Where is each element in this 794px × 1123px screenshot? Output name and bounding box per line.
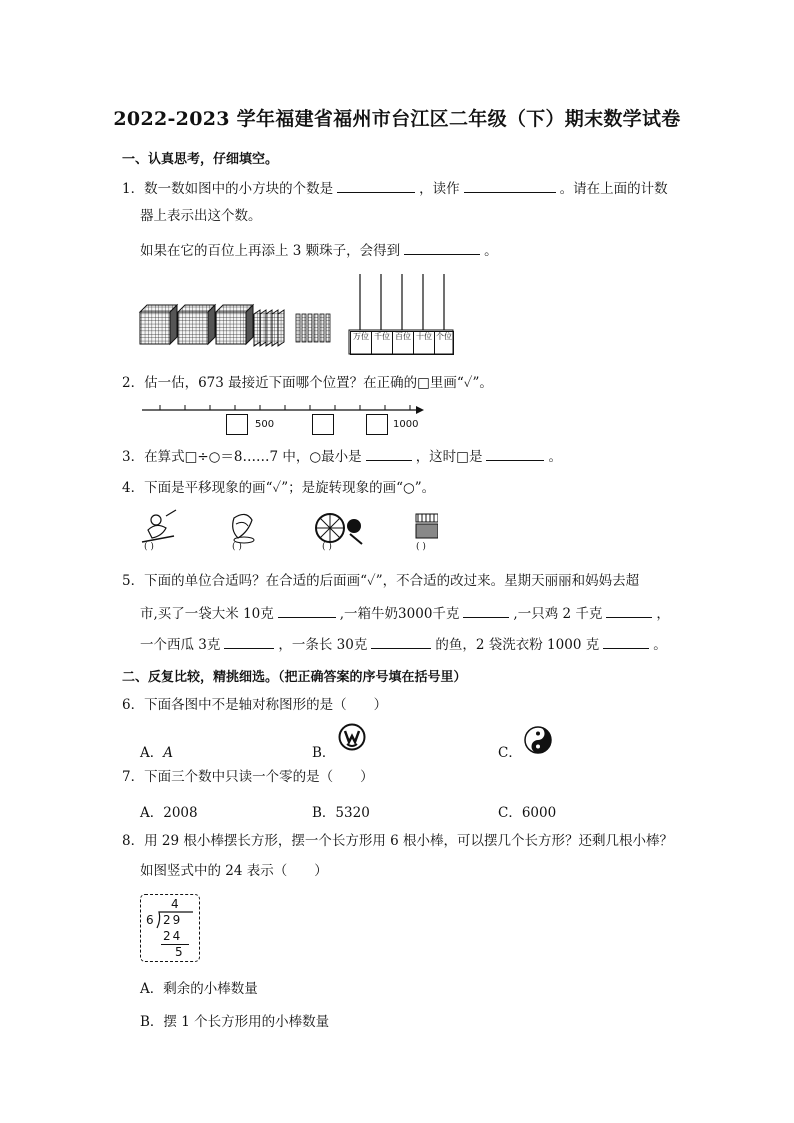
q5-chicken: ,一只鸡 2 千克 bbox=[513, 606, 603, 622]
q1-read-blank[interactable] bbox=[464, 178, 556, 193]
section-1-heading: 一、认真思考，仔细填空。 bbox=[122, 152, 279, 167]
label-1000: 1000 bbox=[393, 419, 419, 430]
q5-fish: ，一条长 30克 bbox=[278, 637, 368, 653]
q4-answer-4[interactable]: ( ) bbox=[416, 542, 426, 552]
thousand-cube-1 bbox=[140, 305, 177, 344]
answer-box-3[interactable] bbox=[366, 414, 388, 435]
div-product: 24 bbox=[163, 929, 183, 943]
emblem-icon bbox=[337, 722, 367, 752]
div-remainder: 5 bbox=[175, 945, 183, 959]
div-quotient: 4 bbox=[171, 897, 179, 911]
counter-label-qian: 千位 bbox=[371, 331, 393, 355]
q6-option-b-label: B． bbox=[312, 745, 336, 761]
div-divisor: 6 bbox=[146, 913, 154, 927]
q5-detergent-blank[interactable] bbox=[603, 634, 649, 649]
long-division-figure bbox=[140, 894, 200, 962]
q5-chicken-blank[interactable] bbox=[606, 603, 652, 618]
q1-text-b: ，读作 bbox=[419, 181, 460, 197]
label-500: 500 bbox=[255, 419, 275, 430]
q4-answer-1[interactable]: ( ) bbox=[144, 542, 154, 552]
question-5-line-3 bbox=[140, 634, 667, 654]
q7-option-c[interactable]: C．6000 bbox=[498, 805, 557, 821]
q6-option-a-label: A． bbox=[140, 745, 164, 761]
page-title: 2022-2023 学年福建省福州市台江区二年级（下）期末数学试卷 bbox=[113, 108, 681, 130]
q1-text-f: 。 bbox=[484, 243, 498, 259]
q1-text-a: 1．数一数如图中的小方块的个数是 bbox=[122, 181, 334, 197]
q5-watermelon-blank[interactable] bbox=[224, 634, 274, 649]
counter-label-bai: 百位 bbox=[392, 331, 414, 355]
q7-option-a[interactable]: A．2008 bbox=[140, 805, 198, 821]
q5-period: 。 bbox=[653, 637, 667, 653]
question-1-line-1 bbox=[122, 178, 668, 198]
q7-option-b[interactable]: B．5320 bbox=[312, 805, 370, 821]
q5-milk: ,一箱牛奶3000千克 bbox=[339, 606, 460, 622]
ten-rods bbox=[296, 314, 330, 342]
question-1-line-2: 器上表示出这个数。 bbox=[140, 208, 262, 224]
question-4-text: 4．下面是平移现象的画“✓”；是旋转现象的画“○”。 bbox=[122, 480, 436, 496]
q1-text-e: 如果在它的百位上再添上 3 颗珠子，会得到 bbox=[140, 243, 401, 259]
q6-option-b[interactable] bbox=[312, 741, 335, 761]
q1-text-c: 。请在上面的计数 bbox=[559, 181, 668, 197]
cube-blocks-figure bbox=[138, 300, 338, 350]
counter-label-wan: 万位 bbox=[350, 331, 372, 355]
q8-option-b[interactable]: B．摆 1 个长方形用的小棒数量 bbox=[140, 1014, 330, 1030]
q3-text-c: 。 bbox=[548, 449, 562, 465]
counter-label-shi: 十位 bbox=[413, 331, 435, 355]
hundred-flats bbox=[254, 310, 284, 346]
q5-fish-blank[interactable] bbox=[371, 634, 431, 649]
q3-divisor-blank[interactable] bbox=[366, 446, 412, 461]
section-2-heading: 二、反复比较，精挑细选。（把正确答案的序号填在括号里） bbox=[122, 670, 467, 685]
q6-option-c[interactable] bbox=[498, 741, 522, 761]
div-dividend: 29 bbox=[163, 913, 183, 927]
q5-detergent: 的鱼，2 袋洗衣粉 1000 克 bbox=[435, 637, 600, 653]
question-3 bbox=[122, 446, 562, 466]
abacus-counter[interactable] bbox=[345, 272, 455, 356]
question-8-line-2: 如图竖式中的 24 表示（ ） bbox=[140, 863, 328, 879]
q3-text-b: ，这时□是 bbox=[415, 449, 483, 465]
q3-dividend-blank[interactable] bbox=[486, 446, 544, 461]
q5-milk-blank[interactable] bbox=[463, 603, 509, 618]
skier-picture bbox=[142, 510, 176, 542]
counter-label-ge: 个位 bbox=[434, 331, 454, 355]
thousand-cube-3 bbox=[216, 305, 253, 344]
q8-option-a[interactable]: A．剩余的小棒数量 bbox=[140, 981, 258, 997]
q6-option-c-label: C． bbox=[498, 745, 522, 761]
q1-count-blank[interactable] bbox=[337, 178, 415, 193]
question-6-text: 6．下面各图中不是轴对称图形的是（ ） bbox=[122, 697, 388, 713]
motion-pictures bbox=[138, 508, 438, 556]
q4-answer-2[interactable]: ( ) bbox=[232, 542, 242, 552]
answer-box-1[interactable] bbox=[226, 414, 248, 435]
q3-text-a: 3．在算式□÷○＝8……7 中，○最小是 bbox=[122, 449, 362, 465]
q5-watermelon: 一个西瓜 3克 bbox=[140, 637, 221, 653]
yin-yang-icon bbox=[523, 725, 553, 755]
q4-answer-3[interactable]: ( ) bbox=[322, 542, 332, 552]
question-7-text: 7．下面三个数中只读一个零的是（ ） bbox=[122, 769, 374, 785]
question-8-line-1: 8．用 29 根小棒摆长方形，摆一个长方形用 6 根小棒，可以摆几个长方形？还剩几根小棒？ bbox=[122, 833, 674, 849]
fan-wheel-picture bbox=[316, 514, 362, 544]
elevator-picture bbox=[416, 514, 438, 538]
answer-box-2[interactable] bbox=[312, 414, 334, 435]
question-2-text: 2．估一估，673 最接近下面哪个位置？在正确的□里画“✓”。 bbox=[122, 375, 493, 391]
question-5-line-2 bbox=[140, 603, 670, 623]
q5-rice-blank[interactable] bbox=[278, 603, 336, 618]
spinning-top-picture bbox=[233, 514, 254, 543]
question-5-line-1: 5．下面的单位合适吗？在合适的后面画“✓”，不合适的改过来。星期天丽丽和妈妈去超 bbox=[122, 573, 640, 589]
q6-option-a-letter: A bbox=[163, 745, 173, 761]
question-1-line-3 bbox=[140, 240, 498, 260]
q5-comma: ， bbox=[656, 606, 670, 622]
q1-add-blank[interactable] bbox=[404, 240, 480, 255]
thousand-cube-2 bbox=[178, 305, 215, 344]
q6-option-a[interactable] bbox=[140, 741, 173, 761]
q5-rice: 市,买了一袋大米 10克 bbox=[140, 606, 274, 622]
